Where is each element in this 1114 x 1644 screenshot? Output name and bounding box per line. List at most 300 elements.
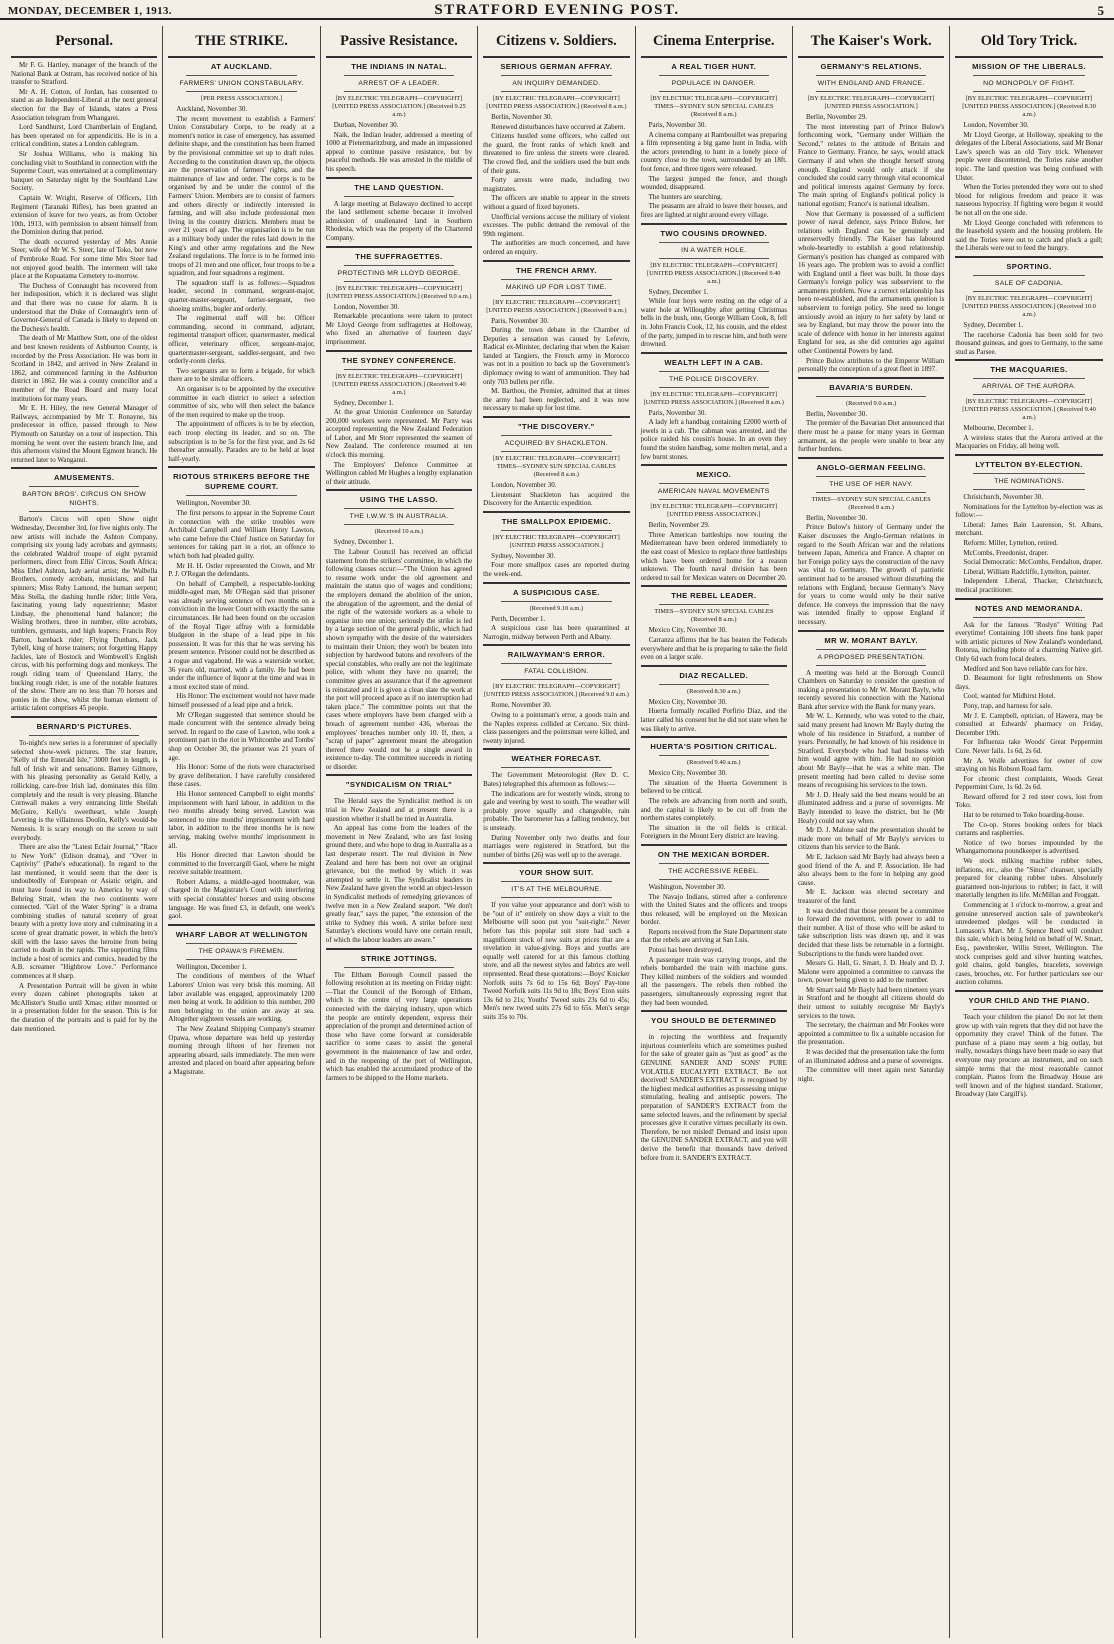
- article-headline: SERIOUS GERMAN AFFRAY.: [500, 62, 613, 71]
- article: [955, 598, 1102, 987]
- article-headline: WHARF LABOR AT WELLINGTON: [175, 929, 308, 939]
- article-divider: [641, 464, 787, 466]
- headline-rule: [344, 793, 454, 794]
- article-paragraph: The largest jumped the fence, and though wounded, disappeared.: [640, 174, 787, 192]
- article-paragraph: The most interesting part of Prince Bulow's forthcoming work, "Germany under William the Second," relates to the attitude of Britain and France to Germany. France, he says, would attack Germany if and when she thought herself strong enough. England would only attack if she concluded she could carry through vital economical and political interests against Germany by force. The main spring of England's political policy is national egotism; France's is national idealism.: [797, 122, 945, 208]
- article-paragraph: Mexico City, November 30.: [648, 697, 727, 706]
- article-subheadline: AMERICAN NAVAL MOVEMENTS: [657, 488, 770, 496]
- headline-rule: [659, 1029, 769, 1030]
- headline-rule: [186, 943, 296, 944]
- article: [326, 177, 472, 243]
- article-paragraph: The rebels are advancing from north and south, and the capital is likely to be cut off from the northern states completely.: [640, 796, 787, 823]
- article-paragraph: Mr A. Wolfe advertises for owner of cow straying on his Robson Road farm.: [955, 756, 1103, 774]
- article-paragraph: The committee will meet again next Saturday night.: [797, 1066, 945, 1083]
- article-headline: ON THE MEXICAN BORDER.: [657, 849, 770, 859]
- headline-rule: [29, 486, 139, 487]
- article-headline: SPORTING.: [1006, 261, 1052, 271]
- wire-credit: [BY ELECTRIC TELEGRAPH—COPYRIGHT] [UNITED PRESS ASSOCIATION.]: [650, 503, 778, 519]
- article-paragraph: Perth, December 1.: [491, 614, 546, 623]
- article-paragraph: Wellington, December 1.: [176, 962, 247, 971]
- headline-rule: [659, 863, 769, 864]
- article-paragraph: Commencing at 1 o'clock to-morrow, a great and genuine unreserved auction sale of pawnbroker's unredeemed pledges will be conducted in Lomason's Mart. Mr J. Spence Reed will conduct this sale, which is being held on behalf of W. Smart, Esq., pawnbroker, Willis Street, Wellington. The stock comprises gold and silver hunting watches, gold chains, gold bangles, bracelets, sovereign cases, brooches, etc. For further particulars see our auction columns.: [955, 901, 1103, 987]
- article-paragraph: A passenger train was carrying troops, and the rebels bombarded the train with machine guns. They killed numbers of the soldiers and wounded all the passengers. The rebels then robbed the passengers, simultaneously expressing regret that they had been wounded.: [640, 955, 787, 1007]
- article-paragraph: The Co-op. Stores booking orders for black currants and raspberries.: [955, 820, 1103, 838]
- article-divider: [955, 256, 1102, 258]
- article-headline: NOTES AND MEMORANDA.: [975, 603, 1083, 613]
- article-paragraph: Three American battleships now touring the Mediterranean have been ordered immediately to the east coast of Mexico to replace three battleships which have been ordered home for a reason unknown. The fourth naval division has been ordered to sail for Mexican waters on December 20.: [640, 530, 787, 582]
- article: [798, 377, 944, 454]
- article-paragraph: Paris, November 30.: [648, 121, 707, 129]
- column-title: Passive Resistance.: [340, 33, 458, 49]
- column-title-rule: [641, 56, 787, 58]
- article-paragraph: Lieutenant Shackleton has acquired the Discovery for the Antarctic expedition.: [483, 490, 630, 508]
- article-paragraph: It was decided that the presentation take the form of an illuminated address and a purse of sovereigns.: [797, 1048, 945, 1065]
- article-paragraph: The Duchess of Connaught has recovered from her indisposition, which it is declared was slight and that there was no cause for alarm. It is understood that the Duke of Connaught's term of Governor-General of Canada is likely to depend on the Duchess's health.: [11, 281, 158, 333]
- article: [168, 62, 314, 463]
- article-subheadline: FATAL COLLISION.: [524, 668, 589, 676]
- article-paragraph: Owing to a pointsman's error, a goods train and the Naples express collided at Cercano. Six third-class passengers and the pointsman were killed, and twenty injured.: [483, 710, 630, 745]
- wire-credit: [BY ELECTRIC TELEGRAPH—COPYRIGHT] [UNITED PRESS ASSOCIATION.] (Received 10.0 a.m.): [962, 294, 1096, 318]
- article-paragraph: Huerta formally recalled Porfirio Diaz, and the latter called his consent but he did not state when he was likely to arrive.: [640, 707, 787, 733]
- wire-credit: (Received 8.30 a.m.): [687, 687, 741, 695]
- article-paragraph: During November only two deaths and four marriages were registered in Stratford, but the number of births (26) was well up to the average.: [483, 833, 630, 859]
- column-title-rule: [955, 56, 1102, 58]
- column-3: [321, 26, 478, 1638]
- headline-rule: [816, 476, 926, 477]
- article-paragraph: Prince Bulow's history of Germany under the Kaiser discusses the Anglo-German relations in regard to the South African war and the relations between Japan, America and France. A chapter on her Foreign policy says the construction of the navy was vital to Germany. The growth of patriotic sentiment had to be aroused without disturbing the relations with England, because Germany's Navy for years to come would only be their native defence. He conveys the impression that the navy was intended finally to oppose England if necessary.: [797, 523, 945, 626]
- article-headline: RAILWAYMAN'S ERROR.: [507, 650, 606, 660]
- article-headline: THE MACQUARIES.: [990, 365, 1068, 375]
- article-headline: BAVARIA'S BURDEN.: [829, 382, 914, 392]
- article-headline: AMUSEMENTS.: [53, 473, 115, 483]
- wire-credit: TIMES—SYDNEY SUN SPECIAL CABLES (Received 8 a.m.): [811, 495, 931, 511]
- article-subheadline: IN A WATER HOLE.: [681, 246, 747, 254]
- article-paragraph: His Honor: Some of the riots were characterised by grave deliberation. I have carefully considered these cases.: [168, 763, 315, 789]
- article-divider: [955, 359, 1102, 361]
- article-paragraph: Captain W. Wright, Reserve of Officers, 11th Regiment (Taranaki Rifles), has been granted an extension of leave for two years, as from October 10th, 1913, with permission to absent himself from the Dominion during that period.: [11, 193, 158, 237]
- subheadline-rule: [973, 91, 1084, 92]
- article-subheadline: PROTECTING MR LLOYD GEORGE.: [337, 269, 461, 277]
- article-headline: STRIKE JOTTINGS.: [360, 953, 438, 963]
- article-paragraph: The Herald says the Syndicalist method is on trial in New Zealand and at present there is a question whether it shall be tried in Australia.: [325, 797, 473, 823]
- headline-rule: [973, 617, 1084, 618]
- article-paragraph: Nominations for the Lyttelton by-election was as follow:—: [955, 502, 1103, 520]
- article-subheadline: ACQUIRED BY SHACKLETON.: [504, 440, 609, 448]
- headline-rule: [816, 649, 926, 650]
- article-paragraph: A Presentation Portrait will be given in white every dozen cabinet photographs taken at McAllister's Studio until Xmas; either mounted or in a presentation folder for the season. This is for the duration of the portraits and is paid for by the date mentioned.: [11, 981, 158, 1033]
- article: [326, 350, 472, 487]
- wire-credit: [BY ELECTRIC TELEGRAPH—COPYRIGHT] [UNITED PRESS ASSOCIATION.] (Received 9 a.m.): [486, 298, 627, 314]
- article: [955, 62, 1102, 253]
- article-paragraph: The regimental staff will be: Officer commanding, second in command, adjutant, regimental transport officer, quartermaster, medical officer, veterinary officer, sergeant-major, quartermaster-sergeant, saddler-sergeant, and two orderly-room clerks.: [168, 314, 315, 366]
- article-paragraph: in rejecting the worthless and frequently injurious counterfeits which are sometimes pushed for the sake of greater gain as "just as good" as the GENUINE SANDER AND SONS' PURE VOLATILE EUCALYPTI EXTRACT. Be not deceived! SANDER'S EXTRACT is recognised by the highest medical authorities as possessing unique stimulating, healing and antiseptic powers. The preparation of SANDER'S EXTRACT from the same selected leaves, and the refinement by special processes give it curative virtues peculiarly its own. Therefore, be not misled! Demand and insist upon the GENUINE SANDER EXTRACT, and you will derive the benefit that thousands have derived before from it. SANDER'S EXTRACT.: [640, 1033, 787, 1162]
- article-paragraph: Mr W. L. Kennedy, who was voted to the chair, said many present had known Mr Bayly during the whole of his residence in Stratford, a number of years. Personally, he had known of his residence in Stratford. Everybody who had had business with him would agree with him. He had no opinion about Mr Bayly—that he was a white man. The present meeting had been called to devise some means of recognising his services to the town.: [797, 712, 945, 790]
- article-paragraph: Mexico City, November 30.: [648, 626, 727, 635]
- article-paragraph: The first persons to appear in the Supreme Court in connection with the strike troubles were Archibald Campbell and William Henry Lawton, who came before the Chief Justice on Saturday for sentences for taking part in a riot, an offence to which both had pleaded guilty.: [168, 508, 315, 560]
- article-paragraph: It was decided that those present be a committee to forward the movement, with power to add to their number. A list of those who will be asked to take subscription lists was drawn up, and it was decided that these lists be returnable in a fortnight. Subscriptions to the funds were handed over.: [797, 906, 945, 958]
- article: [326, 62, 472, 174]
- article-paragraph: Ask for the famous "Roslyn" Writing Pad everytime! Containing 100 sheets fine bank paper with artistic pictures of New Zealand's wonderland, Rotorua, including photo of a charming Native girl. Only 6d each from local dealers.: [955, 620, 1103, 663]
- article-subheadline: THE ACCRESSIVE REBEL.: [668, 867, 760, 875]
- article-subheadline: SALE OF CADONIA.: [994, 279, 1064, 287]
- article-paragraph: His Honor directed that Lawton should be committed to the Invercargill Gaol, where he might receive suitable treatment.: [168, 851, 315, 877]
- wire-credit: [BY ELECTRIC TELEGRAPH—COPYRIGHT] [UNITED PRESS ASSOCIATION.]: [492, 533, 620, 549]
- subheadline-rule: [501, 679, 611, 680]
- article-divider: [483, 748, 629, 750]
- article-paragraph: Mr E. Jackson said Mr Bayly had always been a good friend of the A. and P. Association. He had also always been to the fore in helping any good cause.: [797, 852, 945, 887]
- article-subheadline: FARMERS' UNION CONSTABULARY.: [179, 80, 304, 87]
- article-divider: [326, 774, 472, 776]
- article-paragraph: The racehorse Cadonia has been sold for two thousand guineas, and goes to Germany, to the same stud as Parsee.: [955, 330, 1103, 356]
- article-paragraph: Rome, November 30.: [491, 701, 552, 710]
- wire-credit: [BY ELECTRIC TELEGRAPH—COPYRIGHT] [UNITED PRESS ASSOCIATION.] (Received 9.0 a.m.): [483, 683, 629, 699]
- headline-rule: [659, 755, 769, 756]
- headline-rule: [659, 604, 769, 605]
- article: [641, 844, 787, 1007]
- article-paragraph: The death of Mr Matthew Stett, one of the oldest and best known residents of Ashburton County, is recorded by the Press Association. He was born in Scotland in 1842, and arrived in New Zealand in 1862, and commenced farming in the Ashburton district in 1862. He was a county councillor and a member of the Road Board and many local institutions for many years.: [11, 334, 158, 403]
- article-divider: [326, 948, 472, 950]
- newspaper-title: STRATFORD EVENING POST.: [434, 2, 680, 18]
- headline-rule: [501, 663, 611, 664]
- subheadline-rule: [973, 291, 1084, 292]
- article-paragraph: Mr Smart said Mr Bayly had been nineteen years in Stratford and he thought all citizens should do their utmost to suitably recognise Mr Bayly's services to the town.: [797, 985, 945, 1020]
- column-5: [636, 26, 793, 1638]
- article-paragraph: Barton's Circus will open Show night Wednesday, December 3rd, for five nights only. The new artists will include the Ashton Company, comprising six young lady acrobats and gymnasts; the celebrated Waldrof troupe of eight pyramid performers, direct from Ellis' Circus, South Africa; Miss Ethel Ashton, lady aerial artist; the Walbella Brothers, comedy acrobats, musicians, and hat spinners; Miss Ruby Lamond, the human serpent; Miss Stella, the dashing hurdle rider; little Vera, fascinating young lady equestrienne; Master Lindsay, the phenomenal hand balancer; the Wisling brothers, three in number, elite acrobats, tumblers, gymnasts, and high leapers; Francis Roy Barton, bareback rider; Flying Dunbars, Jack Tybell, king of horse trainers; not forgetting Happy Jackles, late of Bostock and Wombwell's English circus, with his performing dogs and monkeys. The rough riding team of Queensland Harry, the bucking rough rider, is one of the notable features of the show. There are no less than 70 horses and ponies in the show, whilst the human element of artistic talent comprises 45 people.: [11, 515, 158, 713]
- article-paragraph: Forty arrests were made, including two magistrates.: [483, 176, 630, 193]
- article-divider: [483, 511, 629, 513]
- column-title: Citizens v. Soldiers.: [495, 33, 617, 49]
- article-paragraph: Potosi has been destroyed.: [648, 946, 723, 955]
- article-headline: DIAZ RECALLED.: [679, 670, 749, 680]
- headline-rule: [973, 378, 1084, 379]
- headline-rule: [973, 275, 1084, 276]
- article-paragraph: The peasants are afraid to leave their houses, and fires are lighted at night around every village.: [640, 202, 787, 219]
- article-paragraph: The Government Meteorologist (Rev D. C. Bates) telegraphed this afternoon as follows:—: [483, 771, 630, 788]
- article-paragraph: Mr Lloyd George, at Holloway, speaking to the delegates of the Liberal Associations, said Mr Bonar Law's speech was an old Tory trick. Whenever people were discontented, the Tories raise another topic. The land question was being confused with Ulster.: [955, 130, 1103, 182]
- headline-rule: [659, 242, 769, 243]
- column-1: [6, 26, 163, 1638]
- article-subheadline: THE NOMINATIONS.: [994, 478, 1064, 486]
- column-title-rule: [326, 56, 472, 58]
- article-paragraph: Mr J. D. Healy said the best means would be an illuminated address and a purse of sovereigns. Mr Bayly intended to leave the district, but he (Mr Healy) could not say when.: [797, 790, 945, 825]
- article-paragraph: Reform: Miller, Lyttelton, retired.: [963, 539, 1058, 548]
- article-paragraph: Berlin, November 30.: [805, 513, 867, 522]
- subheadline-rule: [501, 451, 611, 452]
- wire-credit: [BY ELECTRIC TELEGRAPH—COPYRIGHT] [UNITED PRESS ASSOCIATION.] (Received 9.40 a.m.): [647, 261, 781, 285]
- article-divider: [168, 924, 314, 926]
- article-subheadline: WITH ENGLAND AND FRANCE.: [817, 80, 925, 87]
- page-number: 5: [1097, 3, 1104, 18]
- article-paragraph: A lady left a handbag containing £2000 worth of jewels in a cab. The cabman was arrested, and the police raided his cousin's house. In an oven they found the stolen handbag, some molten metal, and a few burnt stones.: [640, 418, 787, 461]
- subheadline-rule: [816, 492, 926, 493]
- subheadline-rule: [501, 295, 611, 296]
- article-paragraph: Reports received from the State Department state that the rebels are arriving at San Luis.: [640, 927, 787, 945]
- article-paragraph: McCombs, Freedonist, draper.: [963, 548, 1049, 557]
- masthead: [0, 0, 1114, 20]
- article-headline: AT AUCKLAND.: [210, 62, 273, 71]
- article-paragraph: Mexico City, November 30.: [648, 769, 727, 778]
- article-paragraph: Auckland, November 30.: [176, 105, 248, 113]
- article-divider: [11, 467, 157, 469]
- column-title-rule: [11, 56, 157, 58]
- article-paragraph: While four boys were resting on the edge of a water hole at Willoughby after getting Christmas bells in the bush, one, George William Cook, 8, fell in. John Francis Cook, 12, his cousin, and the eldest of the party, jumped in to rescue him, and both were drowned.: [640, 297, 787, 349]
- article-paragraph: Carranza affirms that he has beaten the Federals everywhere and that he is preparing to take the field even on a larger scale.: [640, 636, 787, 662]
- column-title: The Kaiser's Work.: [810, 33, 932, 49]
- article-headline: "THE DISCOVERY.": [518, 422, 595, 432]
- column-title: Cinema Enterprise.: [652, 33, 775, 49]
- article-paragraph: For Influenza take Woods' Great Peppermint Cure. Never fails. 1s 6d, 2s 6d.: [955, 738, 1103, 755]
- article-paragraph: Sir Joshua Williams, who is making his concluding visit to Southland in connection with the Supreme Court, was entertained at a complimentary banquet on Saturday night by the Southland Law Society.: [11, 149, 158, 193]
- article-paragraph: Teach your children the piano! Do not let them grow up with vain regrets that they did not have the opportunity they crave! Think of the future. The purchase of a piano may seem a big outlay, but really, nowadays things have been made so easy that everyone may procure an instrument, and on such simple terms that the most reasonable cannot complain. Pianos from the Broadway House are well known and of the highest standard. Stationer, Broadway (late Cargill's).: [955, 1012, 1103, 1099]
- headline-rule: [344, 196, 454, 197]
- subheadline-rule: [659, 879, 769, 880]
- article: [483, 582, 629, 642]
- article-paragraph: Berlin, November 30.: [491, 113, 553, 121]
- article-headline: TWO COUSINS DROWNED.: [660, 228, 768, 238]
- article-paragraph: Berlin, November 30.: [805, 409, 867, 418]
- article-divider: [483, 416, 629, 418]
- article-subheadline: ARREST OF A LEADER.: [358, 80, 440, 87]
- headline-rule: [973, 473, 1084, 474]
- article-headline: "SYNDICALISM ON TRIAL": [345, 780, 453, 790]
- article-headline: ANGLO-GERMAN FEELING.: [816, 462, 926, 472]
- article-paragraph: At the great Unionist Conference on Saturday 200,000 workers were represented. Mr Parry was accepted representing the New Zealand Federation of Labor, and Mr Storr represented the seamen of New Zealand. The conference resumed at ten o'clock this morning.: [325, 408, 473, 460]
- subheadline-rule: [659, 258, 769, 259]
- headline-rule: [659, 371, 769, 372]
- article-headline: YOUR SHOW SUIT.: [519, 868, 594, 878]
- article-paragraph: An organiser is to be appointed by the executive committee in each district to select a selection committee of six, who will then select the balance of the men required to make up the troop.: [168, 385, 315, 419]
- article: [955, 256, 1102, 356]
- article-headline: LYTTELTON BY-ELECTION.: [975, 460, 1083, 470]
- article-paragraph: Mr F. G. Hartley, manager of the branch of the National Bank at Ostram, has received notice of his transfer to Stratford.: [11, 61, 158, 87]
- article-divider: [641, 352, 787, 354]
- column-title: Old Tory Trick.: [980, 33, 1078, 49]
- article-paragraph: Now that Germany is possessed of a sufficient power of naval defence, says Prince Bulow, her relations with England can be genuinely and unreservedly friendly. The Kaiser has laboured whole-heartedly to establish a good relationship. Germany's position has changed as compared with 16 years ago. The problem was to avoid a conflict with England until a fleet was built. In those days Germany's foreign policy was subservient to the armaments problem. Now a correct relationship has been re-established, and the armaments question is subservient to foreign policy. She need no longer anxiously avoid an injury to her safety by land or sea by England, but may throw the power into the scale of defence with honor in her interests against England for sea, as she did centuries ago against other Continental Powers by land.: [797, 209, 945, 356]
- column-2: [163, 26, 320, 1638]
- headline-rule: [344, 75, 454, 76]
- article: [798, 457, 944, 627]
- article: [483, 260, 629, 414]
- article-divider: [641, 736, 787, 738]
- article-subheadline: AN INQUIRY DEMANDED.: [512, 80, 601, 87]
- subheadline-rule: [344, 524, 454, 525]
- article-paragraph: The authorities are much concerned, and have ordered an enquiry.: [483, 239, 630, 256]
- headline-rule: [973, 75, 1084, 76]
- article-paragraph: For chronic chest complaints, Woods Great Peppermint Cure, 1s 6d. 2s 6d.: [955, 774, 1103, 792]
- article-headline: THE REBEL LEADER.: [671, 591, 757, 601]
- subheadline-rule: [973, 489, 1084, 490]
- article-divider: [955, 598, 1102, 600]
- headline-rule: [29, 735, 139, 736]
- headline-rule: [659, 483, 769, 484]
- article-paragraph: Mr E. Jackson was elected secretary and treasurer of the fund.: [797, 888, 945, 905]
- article-paragraph: Sydney, December 1.: [333, 398, 394, 407]
- article-paragraph: Citizens hustled some officers, who called out the guard, the front ranks of which knelt and threatened to fire unless the streets were cleared. The crowd fled, and the soldiers used the butt ends of their guns.: [483, 132, 630, 175]
- article-headline: USING THE LASSO.: [359, 495, 439, 505]
- article-subheadline: MAKING UP FOR LOST TIME.: [505, 283, 607, 291]
- issue-date: MONDAY, DECEMBER 1, 1913.: [8, 5, 172, 17]
- article-paragraph: Mr D. J. Malone said the presentation should be made more on behalf of Mr Bayly's services to citizens than his service to the Bank.: [797, 826, 945, 852]
- article: [168, 466, 314, 921]
- headline-rule: [816, 396, 926, 397]
- article-paragraph: The secretary, the chairman and Mr Fookes were appointed a committee to fix a suitable occasion for the presentation.: [797, 1021, 945, 1047]
- article-paragraph: Mr O'Regan suggested that sentence should be made concurrent with the sentence already being served. In regard to the case of Lawton, who took a prominent part in the riot in Whitcombe and Tombs' shop on October 30, the prisoner was 21 years of age.: [168, 710, 315, 762]
- article-subheadline: POPULACE IN DANGER.: [671, 80, 756, 87]
- article-subheadline: A PROPOSED PRESENTATION.: [817, 653, 925, 661]
- article-headline: GERMANY'S RELATIONS.: [820, 62, 922, 71]
- article-paragraph: Berlin, November 29.: [648, 521, 710, 530]
- article-paragraph: To-night's new series is a forerunner of specially selected show-week pictures. The star feature, "Kelly of the Emerald Isle," 3000 feet in length, is full of Irish wit and sensations. Barney Gilmore, with his pleasing personality as Gerald Kelly, a rollicking, care-free Irish lad, dominates this film completely and the result is very pleasing. Blanche Cornwall makes a very entrancing little Sheilah McGuire, Kelly's sweetheart, while Joseph Levering is the villainous Doolin, Kelly's would-be Nemesis. It is scary enough on the screen to suit everybody.: [11, 738, 158, 842]
- article-paragraph: Two sergeants are to form a brigade, for which there are to be similar officers.: [168, 366, 315, 384]
- article-paragraph: Liberal: James Bain Laurenson, St. Albans, merchant.: [955, 520, 1103, 538]
- article-headline: THE SUFFRAGETTES.: [355, 251, 443, 261]
- article-subheadline: THE OPAWA'S FIREMEN.: [198, 947, 285, 955]
- article-divider: [955, 454, 1102, 456]
- article-subheadline: THE USE OF HER NAVY.: [829, 480, 914, 488]
- wire-credit: (Received 9.0 a.m.): [846, 399, 897, 407]
- headline-rule: [501, 881, 611, 882]
- article-paragraph: A cinema company at Rambouillet was preparing a film representing a big game hunt in India, with the actors pretending to hunt in a lonely piece of country close to the town, surrounded by an 18ft. foot fence, and three tigers were released.: [640, 130, 787, 173]
- subheadline-rule: [659, 387, 769, 388]
- article-paragraph: Reward offered for 2 red steer cows, lost from Toko.: [955, 792, 1103, 810]
- article: [641, 736, 787, 841]
- subheadline-rule: [659, 499, 769, 500]
- article-paragraph: Pony, trap, and harness for sale.: [963, 701, 1053, 710]
- article-paragraph: The Labour Council has received an official statement from the strikers' committee, in which the following clauses occur:—"The Union has agreed to resume work under the old agreement and maintain the status quo of wages and conditions; the employers demand the abolition of the union, the abrogation of the agreement, and the denial of the right of the waterside workers as a whole to organise into one union; seriously the strike is led by a large section of the general public, which had shown sympathy with the desire of the watersiders to maintain their Union; they won't be beaten into subjection by hardwood batons and revolvers of the special constables, who really are not the legitimate police, with whom they have no quarrel; the committee gives an assurance that if the agreement is reinstated and it is given a clean slate the work at the port will proceed apace as if no interruption had taken place." The committee points out that the cases where employers have been charged with a breach of agreement number 436, whereas the employees' breaches number only 10. If, then, a "scrap of paper" agreement meant the abrogation thereof there would not be a single award in existence to-day. The committee succeeds in rioting or disorder.: [325, 548, 473, 771]
- headline-rule: [501, 279, 611, 280]
- article-paragraph: During the town debate in the Chamber of Deputies a sensation was caused by Lefevre, Radical ex-Minister, declaring that when the Kaiser landed at Tangiers, the French army in Morocco was not in a position to back up the Government's diplomacy owing to want of ammunition. They had only 703 bullets per rifle.: [483, 326, 630, 386]
- article-paragraph: A suspicious case has been quarantined at Narrogin, midway between Perth and Albany.: [483, 624, 630, 641]
- article-paragraph: Durban, November 30.: [333, 121, 399, 129]
- article-paragraph: London, November 30.: [963, 121, 1029, 129]
- article-divider: [955, 990, 1102, 992]
- article-paragraph: Mr H. H. Ostler represented the Crown, and Mr P. J. O'Regan the defendants.: [168, 561, 315, 579]
- subheadline-rule: [186, 91, 296, 92]
- wire-credit: [BY ELECTRIC TELEGRAPH—COPYRIGHT] [UNITED PRESS ASSOCIATION.] (Received 9.0 a.m.): [326, 284, 472, 300]
- article-paragraph: We stock milking machine rubber tubes, inflations, etc., also the "Sinus" cleanser, specially prepared for cleaning rubber tubes. Absolutely guaranteed non-injurious to rubber; in fact, it will materially lengthen its life. McMillan and Froggatt.: [955, 857, 1103, 900]
- subheadline-rule: [29, 511, 139, 512]
- article-paragraph: D. Beaumont for light refreshments on Show days.: [955, 674, 1103, 691]
- column-title: Personal.: [55, 33, 113, 49]
- article-divider: [326, 177, 472, 179]
- article-paragraph: The recent movement to establish a Farmers' Union Constabulary Corps, to be ready at a moment's notice in case of emergency, has assumed definite shape, and the constitution has been framed by the provisional committee set up to draft rules. According to the constitution drawn up, the objects are the preservation of farmers' rights, and the maintenance of law and order. The corps is to be organised by and be under the control of the Farmers' Union. Members are to consist of farmers and others directly or indirectly interested in farming, and will also include professional men living in the country districts. Members must be over 21 years of age. The organisation is to be run as a military body under the rules laid down in the King's and other army regulations and the New Zealand regulations. The force is to be formed into troops of 21 men and one officer, four troops to be a squadron, and four squadrons a regiment.: [168, 114, 315, 278]
- article-headline: THE FRENCH ARMY.: [515, 265, 597, 275]
- article-divider: [641, 223, 787, 225]
- wire-credit: [BY ELECTRIC TELEGRAPH—COPYRIGHT] [UNITED PRESS ASSOCIATION.] (Received 8 a.m.): [643, 390, 784, 406]
- article: [483, 748, 629, 859]
- wire-credit: (Received 9.10 a.m.): [529, 604, 584, 612]
- article-paragraph: The Eltham Borough Council passed the following resolution at its meeting on Friday night:—That the Council of the Borough of Eltham, which is the centre of very large operations connected with the dairying industry, upon which the people are entirely dependent, express their appreciation of the prompt and determined action of those who have come forward at considerable sacrifice to some cases to assist the general government in the maintenance of law and order, and in the reopening of the port of Wellington, which has enabled the accumulated produce of the farmers to be shipped to the Home markets.: [325, 970, 473, 1082]
- article-subheadline: BARTON BROS'. CIRCUS ON SHOW NIGHTS.: [22, 491, 147, 508]
- article: [641, 62, 787, 220]
- article-headline: YOU SHOULD BE DETERMINED: [651, 1016, 777, 1026]
- column-title-rule: [798, 56, 944, 58]
- article: [483, 644, 629, 745]
- article-divider: [326, 246, 472, 248]
- article-divider: [483, 862, 629, 864]
- article-paragraph: The premier of the Bavarian Diet announced that there must be a pause for many years in German armament, as the people were unable to bear any further burdens.: [797, 419, 945, 454]
- article: [483, 511, 629, 579]
- article-paragraph: Social Democratic: McCombs, Fendalton, draper.: [963, 558, 1103, 567]
- article-paragraph: Mr Lloyd George concluded with references to the leasehold system and the housing problem. He said the Tories were out to catch and pluck a gull; the Liberals were out to feed the hungry.: [955, 218, 1103, 253]
- article-paragraph: There are also the "Latest Eclair Journal," "Race to New York" (Edison drama), and "Over in Captivity" (Pathe's educational). In regard to the last mentioned, it would seem that the deer is undoubtedly of European or Asiatic origin, and must have found its way to America by way of Behring Strait, when the two continents were connected. "Girl of the Water Spring" is a drama combining studies of natural scenery of great beauty with a pretty love story and culminating in a scene of great dramatic power, in which the hero's skill with the lasso saves the heroine from being carried to death in the rapids. The supporting films include a host of scenics and comics, headed by the A.B. screamer "Highbrow Love." Performance commences at 8 sharp.: [11, 843, 158, 980]
- article-paragraph: The Employers' Defence Committee at Wellington cabled Mr Hughes a lengthy explanation of their attitude.: [325, 460, 473, 486]
- headline-rule: [344, 369, 454, 370]
- article-paragraph: Lord Sandhurst, Lord Chamberlain of England, has been operated on for appendicitis. He is in a critical condition, states a London cablegram.: [11, 123, 158, 149]
- article-divider: [798, 630, 944, 632]
- article-divider: [641, 585, 787, 587]
- article: [483, 416, 629, 508]
- article-paragraph: Naik, the Indian leader, addressed a meeting of 1000 at Pietermaritzburg, and made an impassioned appeal to continue passive resistance, but by peaceful methods. He was arrested in the middle of his speech.: [325, 130, 473, 173]
- article-divider: [11, 716, 157, 718]
- article: [641, 223, 787, 349]
- article-paragraph: The indications are for westerly winds, strong to gale and veering by west to south. The weather will probably prove squally and changeable, rain probable. The barometer has a falling tendency, but is unsteady.: [483, 789, 630, 832]
- article-paragraph: Medford and Son have reliable cars for hire.: [963, 664, 1088, 673]
- headline-rule: [659, 684, 769, 685]
- article: [483, 862, 629, 1021]
- article-subheadline: THE POLICE DISCOVERY.: [668, 375, 759, 383]
- article-headline: THE INDIANS IN NATAL.: [351, 62, 447, 71]
- wire-credit: (Received 9.40 a.m.): [687, 759, 741, 767]
- article-paragraph: The officers are unable to appear in the streets without a guard of fixed bayonets.: [483, 194, 630, 211]
- article-paragraph: A wireless states that the Aurora arrived at the Macquaries on Friday, all being well.: [955, 433, 1103, 451]
- article-divider: [483, 644, 629, 646]
- article-paragraph: Sydney, November 30.: [491, 551, 556, 560]
- article-divider: [641, 1010, 787, 1012]
- article: [955, 454, 1102, 595]
- subheadline-rule: [344, 281, 454, 282]
- article: [483, 62, 629, 257]
- article: [641, 352, 787, 462]
- article-headline: YOUR CHILD AND THE PIANO.: [968, 995, 1090, 1005]
- article-subheadline: THE I.W.W.'S IN AUSTRALIA.: [349, 513, 449, 521]
- article-paragraph: Renewed disturbances have occurred at Zabern.: [491, 122, 626, 131]
- article-paragraph: The situation in the oil fields is critical. Foreigners in the Mount Eery district are leaving.: [640, 823, 787, 841]
- article-paragraph: Berlin, November 29.: [805, 113, 867, 121]
- subheadline-rule: [973, 394, 1084, 395]
- article-paragraph: The Navajo Indians, stirred after a conference with the United States and the officers and troops thus released, will be employed on the Mexican border.: [640, 892, 787, 927]
- article-subheadline: IT'S AT THE MELBOURNE.: [511, 886, 602, 894]
- article-divider: [798, 377, 944, 379]
- wire-credit: [BY ELECTRIC TELEGRAPH—COPYRIGHT] TIMES—SYDNEY SUN SPECIAL CABLES (Received 8 a.m.): [650, 95, 778, 118]
- article-paragraph: Paris, November 30.: [648, 408, 707, 417]
- article-paragraph: Four more smallpox cases are reported during the week-end.: [483, 561, 630, 578]
- headline-rule: [344, 265, 454, 266]
- article-paragraph: When the Tories pretended they were out to shed blood for religious freedom and peace it was nauseous hypocrisy. If fighting were begun it would be not all on the one side.: [955, 183, 1103, 217]
- article-divider: [798, 457, 944, 459]
- article-divider: [641, 665, 787, 667]
- article-paragraph: Washington, November 30.: [648, 882, 726, 891]
- wire-credit: [BY ELECTRIC TELEGRAPH—COPYRIGHT] [UNITED PRESS ASSOCIATION.] (Received 9.40 a.m.): [332, 372, 466, 396]
- article: [326, 774, 472, 944]
- article-paragraph: The death occurred yesterday of Mrs Annie Steer, wife of Mr W. S. Steer, late of Toko, but now of Pembroke Road. For some time Mrs Steer had not enjoyed good health. The interment will take place at the Kopuatama Cemetery to-morrow.: [11, 237, 158, 281]
- article: [798, 630, 944, 1084]
- headline-rule: [344, 967, 454, 968]
- wire-credit: [BY ELECTRIC TELEGRAPH—COPYRIGHT] [UNITED PRESS ASSOCIATION.] (Received 9.40 a.m.): [962, 398, 1096, 422]
- article-paragraph: The New Zealand Shipping Company's steamer Opawa, whose departure was held up yesterday morning through fifteen of her firemen not appearing aboard, sails immediately. The men were arrested and placed on board after appearing before a Magistrate.: [168, 1025, 315, 1076]
- article-paragraph: A large meeting at Bulawayo declined to accept the land settlement scheme because it involved admission of unalienated land in Southern Rhodesia, which was the property of the Chartered Company.: [325, 199, 473, 242]
- article-paragraph: Wellington, November 30.: [176, 499, 251, 508]
- article-paragraph: Sydney, December 1.: [963, 320, 1024, 329]
- headline-rule: [659, 75, 769, 76]
- article: [955, 990, 1102, 1099]
- article-subheadline: NO MONOPOLY OF FIGHT.: [983, 80, 1075, 87]
- article-paragraph: On behalf of Campbell, a respectable-looking middle-aged man, Mr O'Regan said that prisoner was already serving sentence of two months on a conviction in the lower Court with exactly the same circumstances. He had been found on the occasion of the Royal Tiger affray with a formidable bludgeon in the shape of a lead pipe in his possession. It was for this that he was serving his present sentence. Prisoner could not be described as a rogue and vagabond. He was a waterside worker, 36 years old, married, with a family. He had been under the influence of liquor at the time and was in a most excited state of mind.: [168, 579, 315, 691]
- article-paragraph: The squadron staff is as follows:—Squadron leader, second in command, sergeant-major, quarter-master-sergeant, farrier-sergeant, two shoeing smiths, bugler and orderly.: [168, 278, 315, 313]
- article-paragraph: A meeting was held at the Borough Council Chambers on Saturday to consider the question of making a presentation to Mr W. Morant Bayly, who recently severed his connection with the National Bank after service with the Bank for many years.: [797, 668, 945, 711]
- subheadline-rule: [659, 91, 769, 92]
- column-title: THE STRIKE.: [195, 33, 288, 49]
